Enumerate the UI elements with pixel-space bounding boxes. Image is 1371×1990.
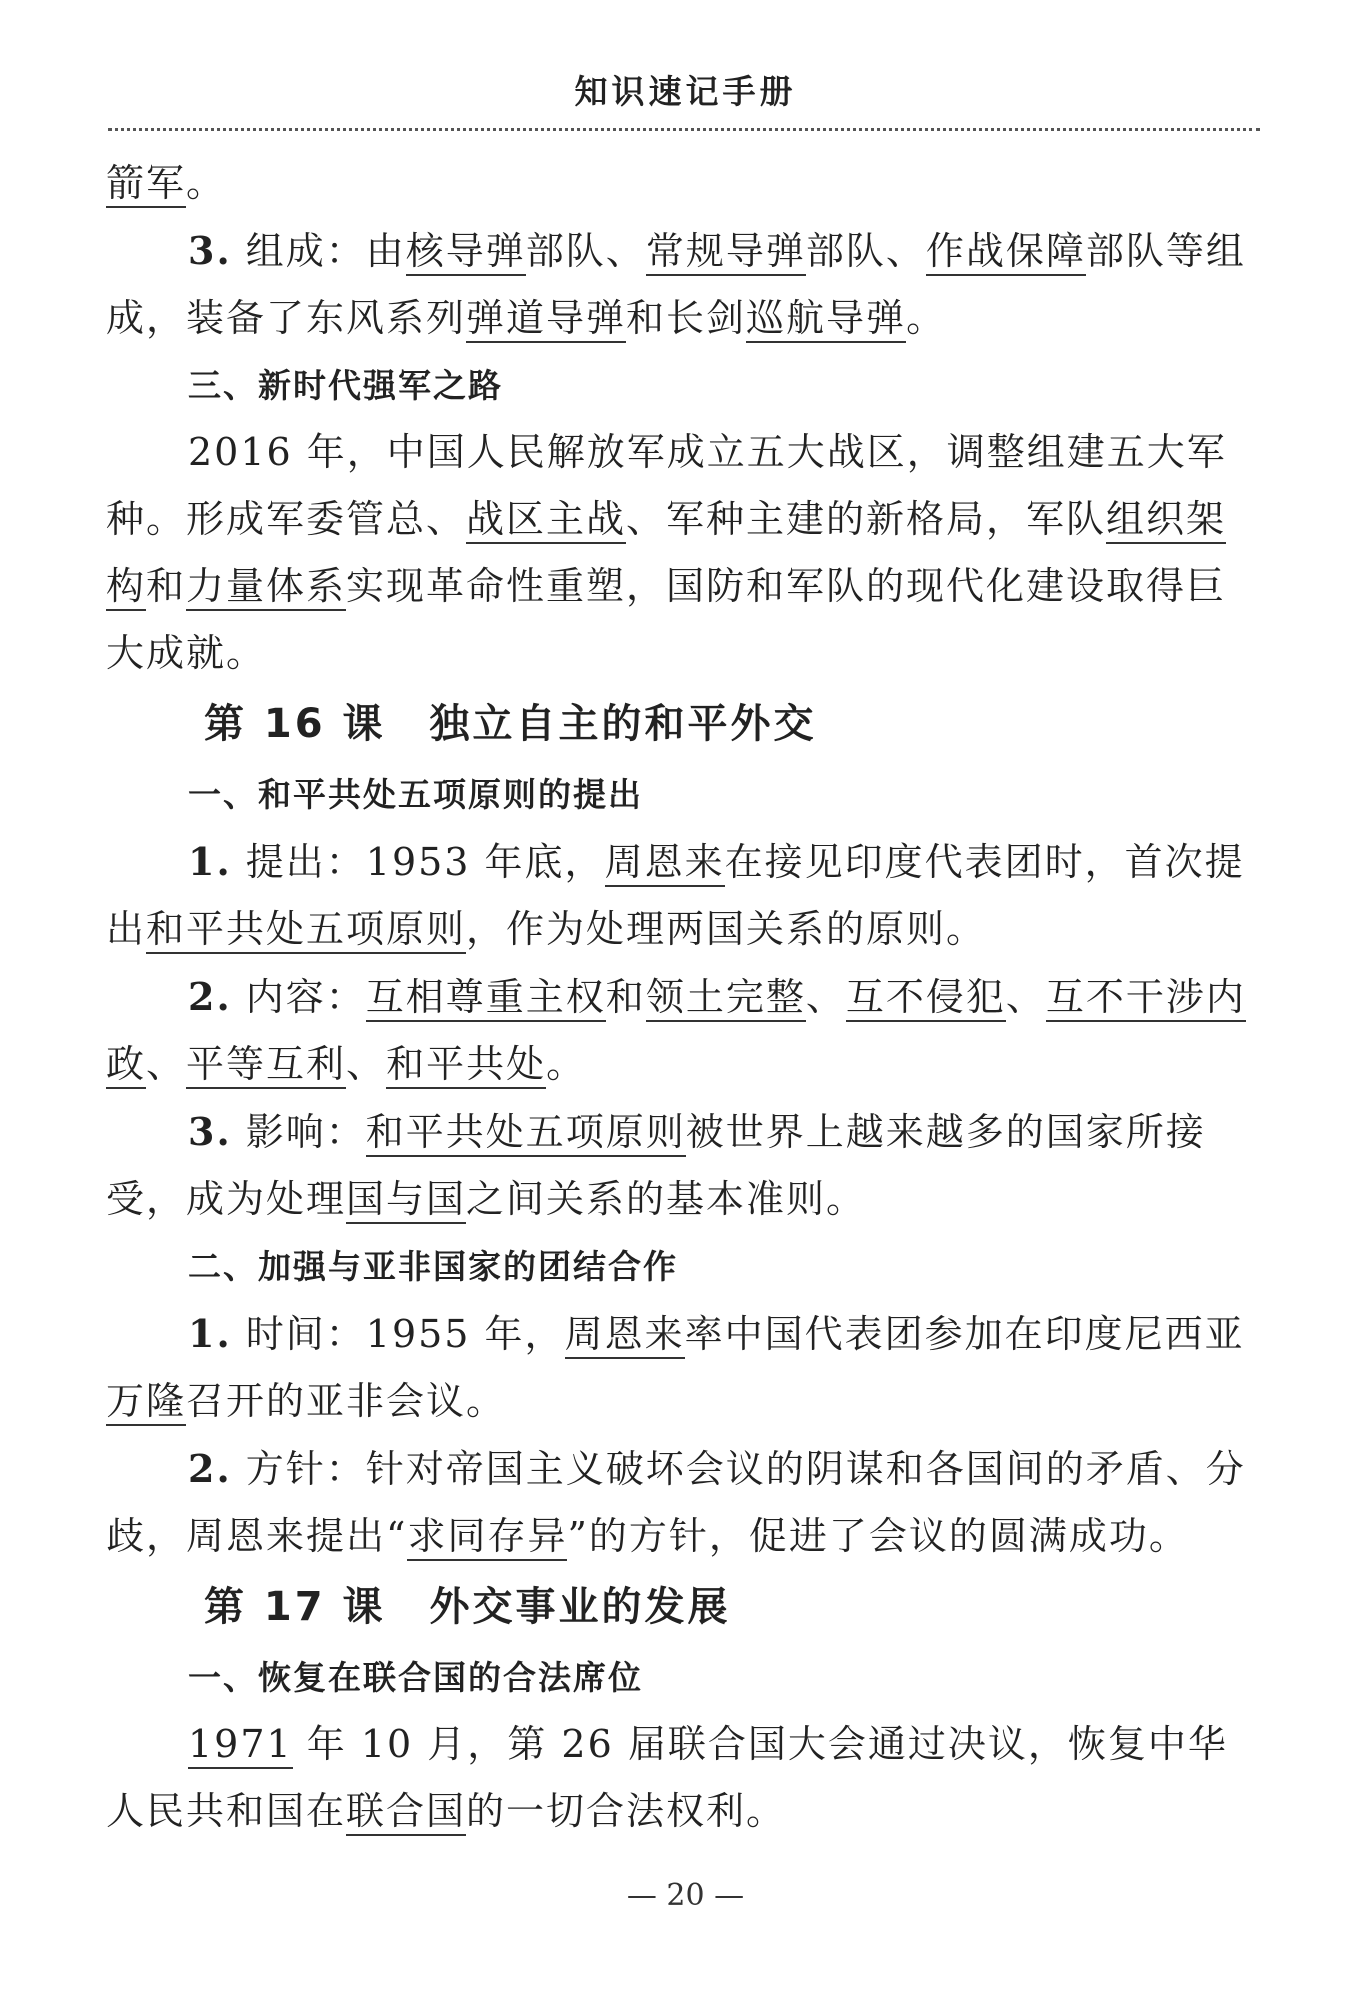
underlined-term: 平等互利 [186,1042,346,1089]
underlined-term: 领土完整 [646,975,806,1022]
section-heading: 三、新时代强军之路 [188,366,503,405]
paragraph: 1. 时间：1955 年，周恩来率中国代表团参加在印度尼西亚万隆召开的亚非会议。 [106,1300,1266,1435]
underlined-term: 周恩来 [605,840,725,887]
paragraph-composition: 3. 组成：由核导弹部队、常规导弹部队、作战保障部队等组成，装备了东风系列弹道导弹和长剑巡航导弹。 [106,217,1266,352]
lesson-number: 第 17 课 [204,1584,386,1630]
underlined-term: 求同存异 [407,1514,567,1561]
underlined-term: 互不干涉内政 [106,975,1246,1089]
lesson-title: 外交事业的发展 [429,1584,731,1630]
paragraph: 1971 年 10 月，第 26 届联合国大会通过决议，恢复中华人民共和国在联合国的一切合法权利。 [106,1711,1266,1845]
paragraph: 2016 年，中国人民解放军成立五大战区，调整组建五大军种。形成军委管总、战区主战、军种主建的新格局，军队组织架构和力量体系实现革命性重塑，国防和军队的现代化建设取得巨大成就。 [106,430,1227,675]
lesson-heading [106,1570,1266,1644]
paragraph: 1. 提出：1953 年底，周恩来在接见印度代表团时，首次提出和平共处五项原则，作为处理两国关系的原则。 [106,828,1266,963]
underlined-term: 互相尊重主权 [366,975,606,1022]
header-dotted-rule [108,128,1260,131]
page-number: — 20 — [626,1878,745,1913]
lesson-number: 第 16 课 [204,701,386,747]
paragraph: 2. 内容：互相尊重主权和领土完整、互不侵犯、互不干涉内政、平等互利、和平共处。 [106,963,1266,1098]
underlined-term: 箭军 [106,161,186,208]
section-heading: 一、和平共处五项原则的提出 [188,775,643,814]
underlined-term: 常规导弹 [646,229,806,276]
underlined-term: 组织架构 [106,497,1226,611]
underlined-term: 和平共处五项原则 [146,907,466,954]
underlined-term: 和平共处五项原则 [366,1110,686,1157]
underlined-term: 核导弹 [406,229,526,276]
lesson-title: 独立自主的和平外交 [429,701,817,747]
underlined-term: 万隆 [106,1379,186,1426]
underlined-term: 战区主战 [466,497,626,544]
underlined-term: 国与国 [346,1177,466,1224]
running-header-title: 知识速记手册 [574,72,797,111]
underlined-term: 互不侵犯 [846,975,1006,1022]
underlined-term: 力量体系 [186,564,346,611]
paragraph: 2. 方针：针对帝国主义破坏会议的阴谋和各国间的矛盾、分歧，周恩来提出“求同存异”的方针，促进了会议的圆满成功。 [106,1435,1266,1570]
lesson-heading [106,687,1266,761]
underlined-term: 联合国 [346,1789,466,1836]
section-heading: 一、恢复在联合国的合法席位 [188,1658,643,1697]
page-content [106,150,1266,1845]
underlined-term: 1971 [188,1722,293,1769]
underlined-term: 和平共处 [386,1042,546,1089]
underlined-term: 作战保障 [926,229,1086,276]
underlined-term: 周恩来 [565,1312,685,1359]
underlined-term: 弹道导弹 [466,296,626,343]
paragraph: 箭军。 [106,150,1266,217]
underlined-term: 巡航导弹 [746,296,906,343]
section-heading: 二、加强与亚非国家的团结合作 [188,1247,678,1286]
paragraph: 3. 影响：和平共处五项原则被世界上越来越多的国家所接受，成为处理国与国之间关系的基本准则。 [106,1098,1266,1233]
